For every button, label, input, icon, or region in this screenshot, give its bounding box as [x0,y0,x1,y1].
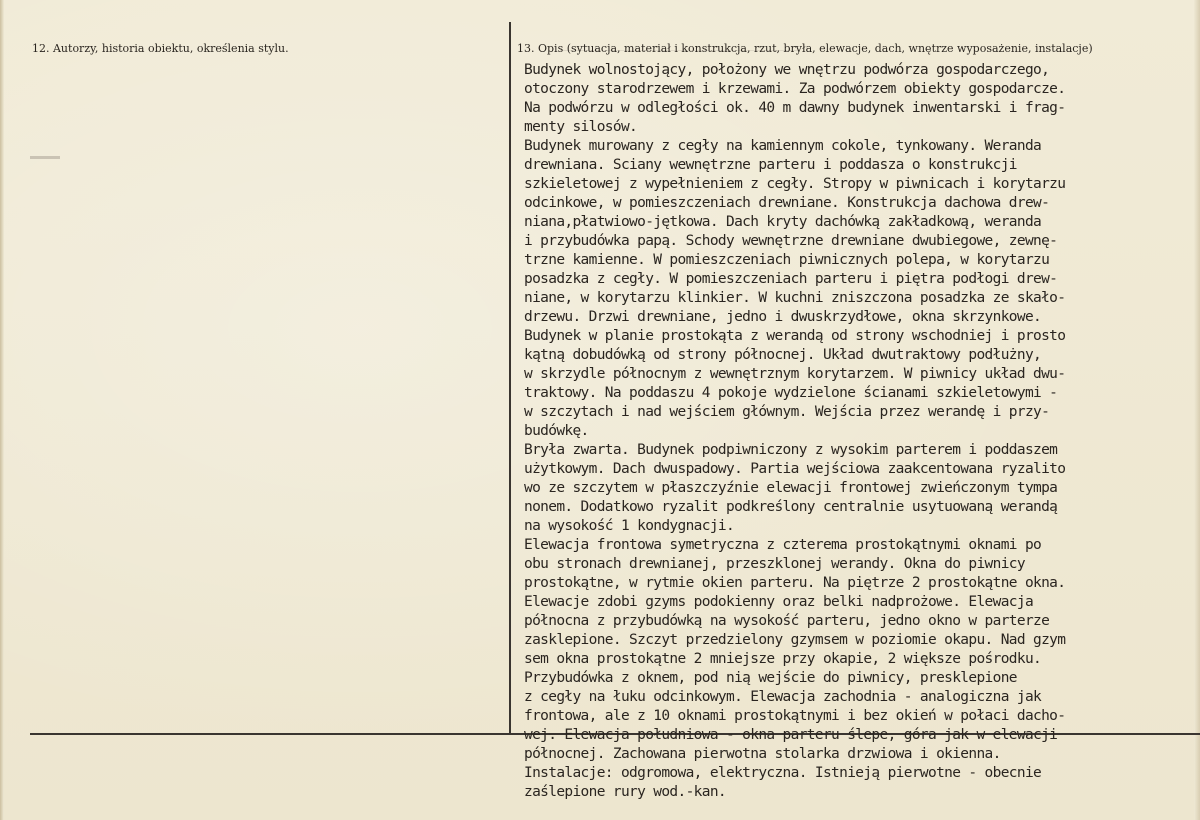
description-line: drzewu. Drzwi drewniane, jedno i dwuskrzydłowe, okna skrzynkowe. [524,309,1042,325]
description-line: w skrzydle północnym z wewnętrznym korytarzem. W piwnicy układ dwu- [524,366,1066,382]
description-line: niane, w korytarzu klinkier. W kuchni zniszczona posadzka ze skało- [524,290,1066,306]
description-line: odcinkowe, w pomieszczeniach drewniane. Konstrukcja dachowa drew- [524,195,1050,211]
description-line: użytkowym. Dach dwuspadowy. Partia wejściowa zaakcentowana ryzalito [524,461,1066,477]
description-line: północnej. Zachowana pierwotna stolarka drzwiowa i okienna. [524,746,1001,762]
paper-left-edge [0,0,4,820]
description-line: na wysokość 1 kondygnacji. [524,518,735,534]
faint-mark [30,156,60,159]
description-line: obu stronach drewnianej, przeszklonej werandy. Okna do piwnicy [524,556,1025,572]
description-line: Budynek murowany z cegły na kamiennym cokole, tynkowany. Weranda [524,138,1042,154]
description-line: trzne kamienne. W pomieszczeniach piwnicznych polepa, w korytarzu [524,252,1050,268]
description-line: Elewacja frontowa symetryczna z czterema prostokątnymi oknami po [524,537,1042,553]
description-line: Elewacje zdobi gzyms podokienny oraz belki nadprożowe. Elewacja [524,594,1034,610]
description-line: drewniana. Sciany wewnętrzne parteru i poddasza o konstrukcji [524,157,1017,173]
description-line: traktowy. Na poddaszu 4 pokoje wydzielone ścianami szkieletowymi - [524,385,1058,401]
description-line: budówkę. [524,423,589,439]
description-line: posadzka z cegły. W pomieszczeniach parteru i piętra podłogi drew- [524,271,1058,287]
section-12-header: 12. Autorzy, historia obiektu, określenia stylu. [32,42,289,55]
description-line: zasklepione. Szczyt przedzielony gzymsem w poziomie okapu. Nad gzym [524,632,1066,648]
description-line: zaślepione rury wod.-kan. [524,784,726,800]
description-line: z cegły na łuku odcinkowym. Elewacja zachodnia - analogiczna jak [524,689,1042,705]
description-text [524,61,1200,802]
description-line: i przybudówka papą. Schody wewnętrzne drewniane dwubiegowe, zewnę- [524,233,1058,249]
description-line: Bryła zwarta. Budynek podpiwniczony z wysokim parterem i poddaszem [524,442,1058,458]
description-line: nonem. Dodatkowo ryzalit podkreślony centralnie usytuowaną werandą [524,499,1058,515]
column-divider [509,22,511,734]
description-line: frontowa, ale z 10 oknami prostokątnymi i bez okień w połaci dacho- [524,708,1066,724]
description-line: szkieletowej z wypełnieniem z cegły. Stropy w piwnicach i korytarzu [524,176,1066,192]
description-line: Budynek wolnostojący, położony we wnętrzu podwórza gospodarczego, [524,62,1050,78]
description-line: kątną dobudówką od strony północnej. Układ dwutraktowy podłużny, [524,347,1042,363]
section-13-header: 13. Opis (sytuacja, materiał i konstrukcja, rzut, bryła, elewacje, dach, wnętrze wyposażenie, instalacje) [517,42,1093,55]
description-line: Budynek w planie prostokąta z werandą od strony wschodniej i prosto [524,328,1066,344]
description-line: Instalacje: odgromowa, elektryczna. Istnieją pierwotne - obecnie [524,765,1042,781]
description-line: sem okna prostokątne 2 mniejsze przy okapie, 2 większe pośrodku. [524,651,1042,667]
description-line: Przybudówka z oknem, pod nią wejście do piwnicy, presklepione [524,670,1017,686]
description-line: otoczony starodrzewem i krzewami. Za podwórzem obiekty gospodarcze. [524,81,1066,97]
description-line: wo ze szczytem w płaszczyźnie elewacji frontowej zwieńczonym tympa [524,480,1058,496]
description-line: wej. Elewacja południowa - okna parteru ślepe, góra jak w elewacji [524,727,1058,743]
description-line: prostokątne, w rytmie okien parteru. Na piętrze 2 prostokątne okna. [524,575,1066,591]
description-line: w szczytach i nad wejściem głównym. Wejścia przez werandę i przy- [524,404,1050,420]
description-line: Na podwórzu w odległości ok. 40 m dawny budynek inwentarski i frag- [524,100,1066,116]
description-line: niana,płatwiowo-jętkowa. Dach kryty dachówką zakładkową, weranda [524,214,1042,230]
description-line: menty silosów. [524,119,638,135]
description-line: północna z przybudówką na wysokość parteru, jedno okno w parterze [524,613,1050,629]
